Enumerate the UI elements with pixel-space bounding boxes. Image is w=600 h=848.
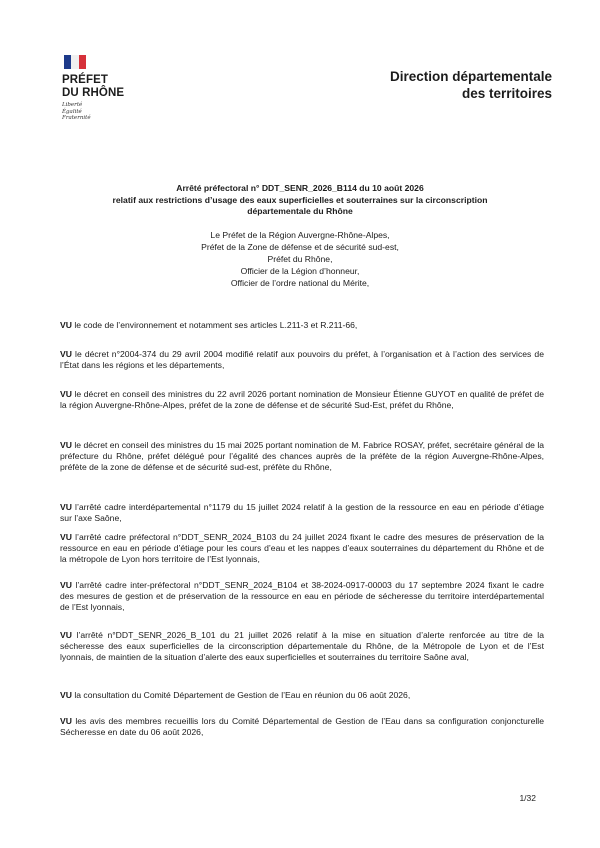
vu-keyword: VU [60,532,72,542]
title-line: départementale du Rhône [247,206,353,217]
consideration-paragraph [60,630,544,664]
consideration-text: le décret n°2004-374 du 29 avril 2004 modifié relatif aux pouvoirs du préfet, à l’organisation et à l’action des services de l’État dans les régions et les départements, [60,349,544,371]
consideration-paragraph [60,440,544,474]
consideration-text: la consultation du Comité Département de Gestion de l’Eau en réunion du 06 août 2026, [74,690,411,700]
consideration-paragraph [60,580,544,614]
consideration-text: le code de l’environnement et notamment ses articles L.211-3 et R.211-66, [74,320,358,330]
consideration-text: l’arrêté cadre inter-préfectoral n°DDT_SENR_2024_B104 et 38-2024-0917-00003 du 17 septembre 2024 fixant le cadre des mesures de gestion et de préservation de la ressource en eau en période de sécheresse du territoire interdépartemental de l’Est lyonnais, [60,580,544,613]
consideration-paragraph [60,532,544,566]
consideration-paragraph [60,389,544,411]
consideration-paragraph [60,320,544,331]
vu-keyword: VU [60,580,72,590]
vu-keyword: VU [60,349,72,359]
consideration-text: l’arrêté cadre préfectoral n°DDT_SENR_2024_B103 du 24 juillet 2024 fixant le cadre des mesures de préservation de la ressource en eau en période d’étiage pour les cours d’eau et les nappes d’eaux souterraines du département du Rhône et de la métropole de Lyon hors territoire de l’Est lyonnais, [60,532,544,565]
french-flag-icon [64,55,86,69]
prefecture-name-line: DU RHÔNE [62,86,125,99]
motto-line: Égalité [62,108,82,115]
consideration-text: le décret en conseil des ministres du 15 mai 2025 portant nomination de M. Fabrice ROSAY, préfet, secrétaire général de la préfecture du Rhône, préfet délégué pour l’égalité des chances auprès de la préfète de la région Auvergne-Rhône-Alpes, préfète de la zone de défense et de sécurité sud-est, préfète du Rhône, [60,440,545,473]
consideration-paragraph [60,690,544,701]
prefect-title-line: Préfet du Rhône, [267,254,333,265]
prefect-title-line: Officier de la Légion d’honneur, [240,266,360,277]
consideration-paragraph [60,349,544,371]
consideration-text: le décret en conseil des ministres du 22 avril 2026 portant nomination de Monsieur Étienne GUYOT en qualité de préfet de la région Auvergne-Rhône-Alpes, préfet de la zone de défense et de sécurité Sud-Est, préfet du Rhône, [60,389,544,411]
document-title [60,183,540,218]
republic-motto [62,102,152,122]
prefect-title-line: Préfet de la Zone de défense et de sécurité sud-est, [201,242,399,253]
consideration-paragraph [60,716,544,738]
prefect-title-line: Officier de l’ordre national du Mérite, [230,278,370,289]
vu-keyword: VU [60,389,72,399]
prefecture-name [62,74,152,99]
vu-keyword: VU [60,630,72,640]
consideration-text: les avis des membres recueillis lors du Comité Départemental de Gestion de l’Eau dans sa configuration conjoncturelle Sécheresse en date du 06 août 2026, [60,716,544,738]
vu-keyword: VU [60,690,72,700]
vu-keyword: VU [60,320,72,330]
prefect-title-line: Le Préfet de la Région Auvergne-Rhône-Alpes, [210,230,390,240]
consideration-text: l’arrêté cadre interdépartemental n°1179 du 15 juillet 2024 relatif à la gestion de la ressource en eau en période d’étiage sur l’axe Saône, [60,502,544,524]
title-line: relatif aux restrictions d’usage des eaux superficielles et souterraines sur la circonscription [112,194,488,205]
directorate-line: des territoires [461,86,552,101]
page-number: 1/32 [519,793,536,803]
motto-line: Liberté [62,102,83,108]
motto-line: Fraternité [62,115,91,122]
prefecture-logo [62,55,152,122]
title-line: Arrêté préfectoral n° DDT_SENR_2026_B114 du 10 août 2026 [176,183,424,193]
consideration-paragraph [60,502,544,524]
vu-keyword: VU [60,716,72,726]
directorate-line: Direction départementale [389,69,552,84]
prefect-titles [160,229,440,289]
issuing-directorate [390,68,552,102]
vu-keyword: VU [60,502,72,512]
consideration-text: l’arrêté n°DDT_SENR_2026_B_101 du 21 juillet 2026 relatif à la mise en situation d’alerte renforcée au titre de la sécheresse des eaux superficielles de la circonscription départementale du Rhône, de la Métropole de Lyon et de l’Est lyonnais, de maintien de la situation d’alerte des eaux superficielles et souterraines du territoire Saône aval, [60,630,544,663]
prefecture-name-line: PRÉFET [62,74,108,86]
vu-keyword: VU [60,440,72,450]
